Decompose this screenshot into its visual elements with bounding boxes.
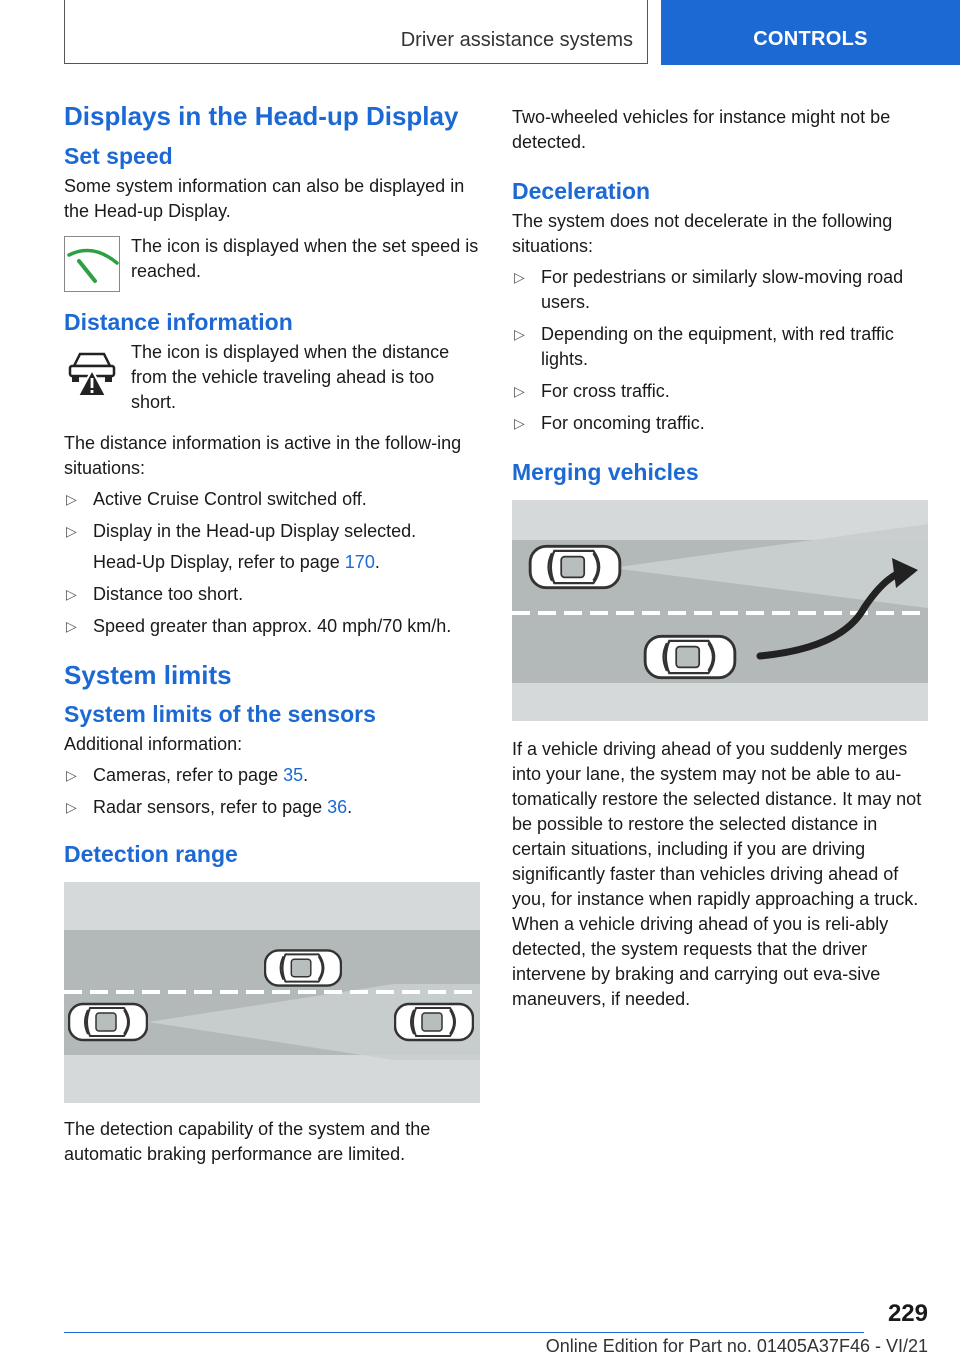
triangle-right-icon: ▷: [514, 414, 525, 431]
distance-situations-list-continued: [64, 582, 480, 639]
triangle-right-icon: ▷: [514, 382, 525, 399]
text-set-speed: Some system information can also be displayed in the Head-up Display.: [64, 175, 465, 221]
distance-warning-icon: [64, 344, 120, 400]
text-icon-distance: The icon is displayed when the distance from the vehicle traveling ahead is too short.: [131, 341, 450, 412]
text-detection-limited: The detection capability of the system and the automatic braking performance are limited.: [64, 1119, 431, 1165]
list-item: ▷ Speed greater than approx. 40 mph/70 km/h.: [64, 614, 480, 639]
heading-system-limits: System limits: [64, 659, 232, 690]
right-column: [512, 105, 928, 1012]
triangle-right-icon: ▷: [66, 585, 77, 602]
header-chapter-tab[interactable]: [661, 0, 960, 65]
page-link-36[interactable]: 36: [327, 797, 348, 818]
triangle-right-icon: ▷: [514, 325, 525, 342]
heading-detection-range: Detection range: [64, 841, 238, 868]
list-item: ▷ Cameras, refer to page 35.: [64, 763, 480, 788]
heading-displays-hud: Displays in the Head-up Display: [64, 101, 459, 131]
list-item: ▷ Depending on the equipment, with red traffic lights.: [514, 323, 894, 369]
list-item: ▷ Distance too short.: [64, 582, 480, 607]
set-speed-icon: [64, 236, 120, 292]
text-icon-set-speed: The icon is displayed when the set speed is reached.: [131, 235, 479, 281]
triangle-right-icon: ▷: [66, 799, 77, 816]
header-section-title: Driver assistance systems: [400, 29, 633, 51]
heading-sensor-limits: System limits of the sensors: [64, 701, 376, 728]
edition-info: Online Edition for Part no. 01405A37F46 - VI/21: [545, 1336, 928, 1356]
heading-distance-information: Distance information: [64, 308, 293, 335]
text-two-wheeled: Two-wheeled vehicles for instance might not be detected.: [512, 107, 891, 152]
heading-deceleration: Deceleration: [512, 178, 651, 204]
triangle-right-icon: ▷: [66, 490, 77, 507]
triangle-right-icon: ▷: [66, 617, 77, 634]
triangle-right-icon: ▷: [66, 767, 77, 784]
hud-page-reference: Head-Up Display, refer to page 170.: [93, 551, 380, 572]
triangle-right-icon: ▷: [514, 268, 525, 285]
set-speed-icon-row: [64, 234, 480, 292]
heading-merging-vehicles: Merging vehicles: [512, 458, 699, 485]
left-column: [64, 100, 480, 1167]
sensor-references-list: [64, 763, 480, 820]
list-item: ▷ For cross traffic.: [512, 379, 928, 404]
page-number: 229: [887, 1300, 928, 1327]
text-distance-active: The distance information is active in the follow-ing situations:: [64, 432, 462, 478]
text-deceleration: The system does not decelerate in the following situations:: [512, 210, 893, 256]
list-item: ▷ Active Cruise Control switched off.: [64, 487, 480, 512]
list-item: ▷ Radar sensors, refer to page 36.: [64, 795, 480, 820]
text-additional-info: Additional information:: [64, 734, 243, 755]
list-item: ▷ For oncoming traffic.: [512, 411, 928, 436]
triangle-right-icon: ▷: [66, 522, 77, 539]
header-section-box: [64, 0, 648, 64]
distance-icon-row: [64, 340, 480, 415]
detection-range-illustration: [64, 882, 480, 1103]
deceleration-situations-list: [512, 265, 928, 436]
footer-rule: [64, 1332, 864, 1333]
page-link-170[interactable]: 170: [344, 551, 375, 572]
distance-situations-list: [64, 487, 480, 544]
list-item: ▷ Display in the Head-up Display selected.: [64, 519, 480, 544]
page-link-35[interactable]: 35: [283, 765, 304, 786]
merging-vehicles-illustration: [512, 500, 928, 721]
list-item: ▷ For pedestrians or similarly slow-moving road users.: [514, 266, 904, 312]
heading-set-speed: Set speed: [64, 142, 173, 169]
page-header: [0, 0, 960, 66]
header-chapter-label: CONTROLS: [753, 28, 868, 50]
text-merging: If a vehicle driving ahead of you suddenly merges into your lane, the system may not be able to au-tomatically restore the selected distance. It may not be possible to restore the selected distance in certain situations, including if you are driving significantly faster than vehicles driving ahead of you, for instance when rapidly approaching a truck. When a vehicle driving ahead of you is reli-ably detected, the system requests that the driver intervene by braking and carrying out eva-sive maneuvers, if needed.: [512, 738, 922, 1009]
